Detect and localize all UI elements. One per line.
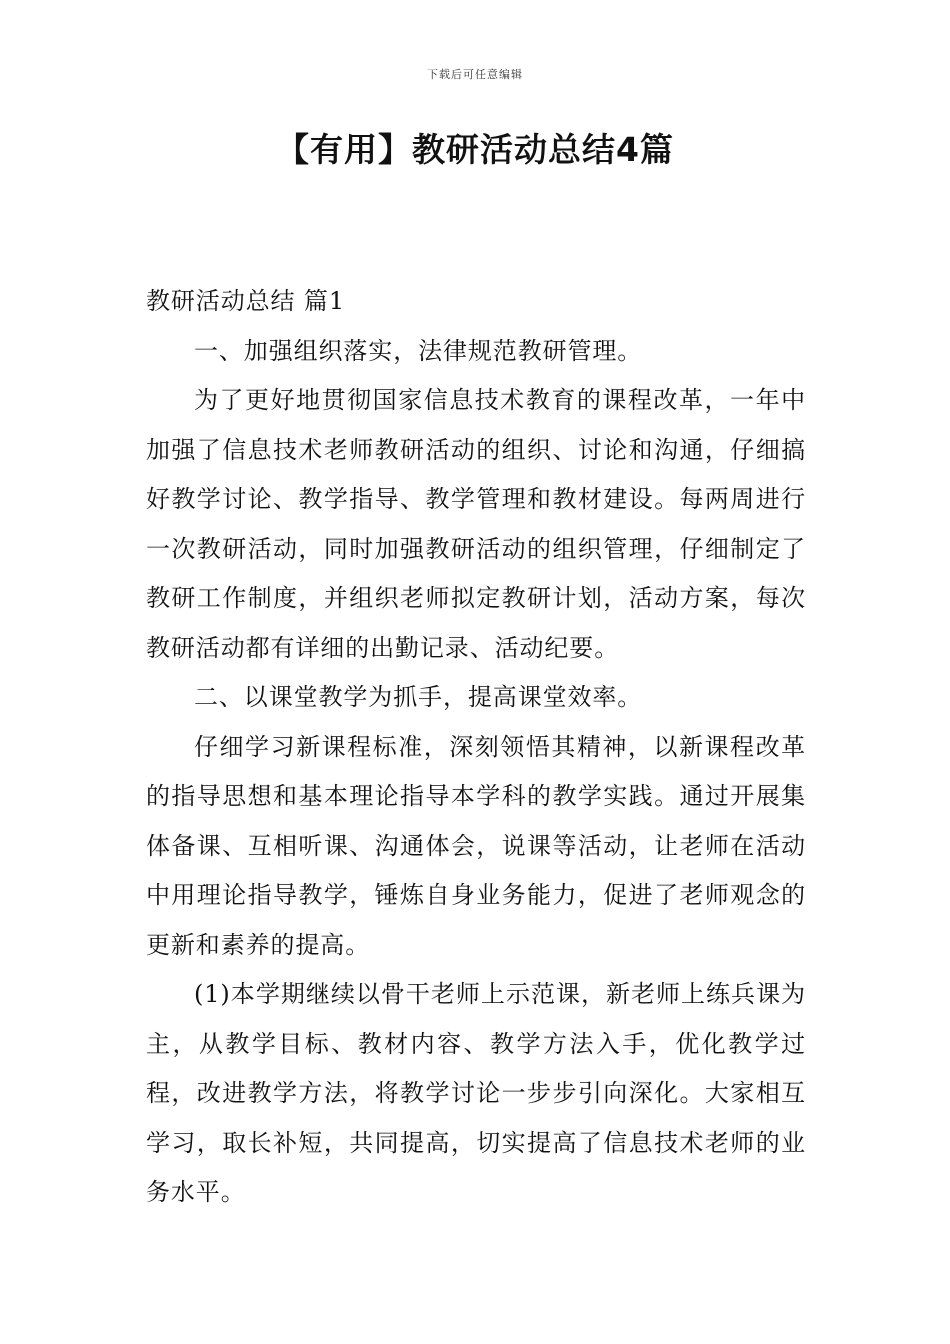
paragraph-body-1: 为了更好地贯彻国家信息技术教育的课程改革，一年中加强了信息技术老师教研活动的组织、讨论和沟通，仔细搞好教学讨论、教学指导、教学管理和教材建设。每两周进行一次教研活动，同时加强教研活动的组织管理，仔细制定了教研工作制度，并组织老师拟定教研计划，活动方案，每次教研活动都有详细的出勤记录、活动纪要。 — [146, 386, 806, 662]
document-title: 【有用】教研活动总结4篇 — [276, 130, 674, 169]
paragraph-body-2: 仔细学习新课程标准，深刻领悟其精神，以新课程改革的指导思想和基本理论指导本学科的教学实践。通过开展集体备课、互相听课、沟通体会，说课等活动，让老师在活动中用理论指导教学，锤炼自身业务能力，促进了老师观念的更新和素养的提高。 — [146, 732, 806, 959]
document-body — [146, 277, 806, 1218]
paragraph-body-3: (1)本学期继续以骨干老师上示范课，新老师上练兵课为主，从教学目标、教材内容、教学方法入手，优化教学过程，改进教学方法，将教学讨论一步步引向深化。大家相互学习，取长补短，共同提高，切实提高了信息技术老师的业务水平。 — [146, 980, 806, 1206]
header-note: 下载后可任意编辑 — [427, 68, 523, 81]
paragraph-heading-1: 一、加强组织落实，法律规范教研管理。 — [194, 336, 643, 365]
paragraph-heading-2: 二、以课堂教学为抓手，提高课堂效率。 — [194, 683, 643, 711]
section-heading: 教研活动总结 篇1 — [146, 287, 345, 315]
